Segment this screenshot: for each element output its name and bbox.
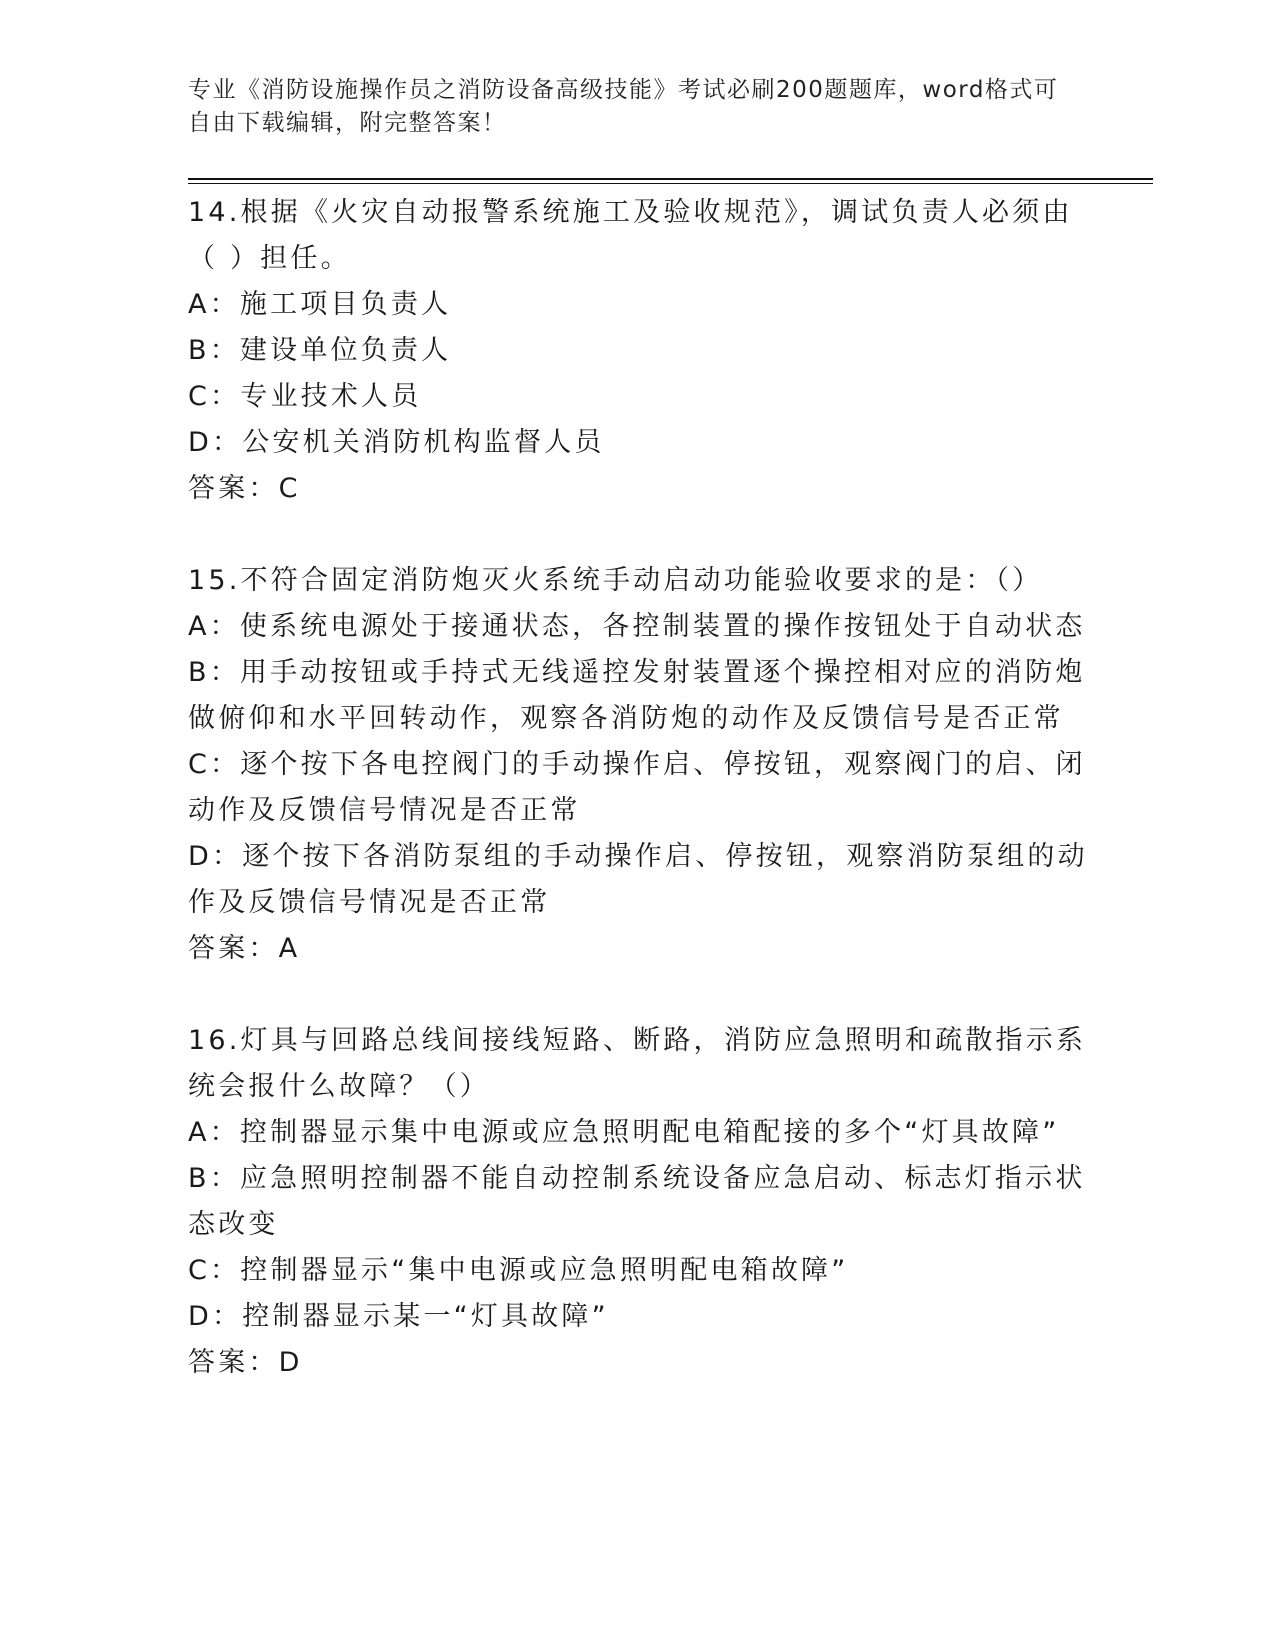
answer: 答案：A bbox=[188, 933, 301, 964]
option-a: A：施工项目负责人 bbox=[188, 289, 452, 320]
option-c: C：专业技术人员 bbox=[188, 381, 422, 412]
header-divider-thin bbox=[188, 183, 1153, 184]
question-text: 14.根据《火灾自动报警系统施工及验收规范》，调试负责人必须由（ ）担任。 bbox=[188, 197, 1073, 274]
question-15 bbox=[188, 558, 1088, 972]
option-d: D：逐个按下各消防泵组的手动操作启、停按钮，观察消防泵组的动作及反馈信号情况是否正常 bbox=[188, 841, 1088, 918]
header-line-1: 专业《消防设施操作员之消防设备高级技能》考试必刷200题题库，word格式可 bbox=[188, 77, 1059, 103]
option-d: D：控制器显示某一“灯具故障” bbox=[188, 1301, 609, 1332]
question-text: 16.灯具与回路总线间接线短路、断路，消防应急照明和疏散指示系统会报什么故障？（） bbox=[188, 1025, 1087, 1102]
option-a: A：控制器显示集中电源或应急照明配电箱配接的多个“灯具故障” bbox=[188, 1117, 1060, 1148]
question-14 bbox=[188, 190, 1088, 512]
option-d: D：公安机关消防机构监督人员 bbox=[188, 427, 605, 458]
header-line-2: 自由下载编辑，附完整答案！ bbox=[188, 110, 507, 136]
question-list bbox=[188, 190, 1088, 1432]
option-a: A：使系统电源处于接通状态，各控制装置的操作按钮处于自动状态 bbox=[188, 611, 1086, 642]
option-b: B：用手动按钮或手持式无线遥控发射装置逐个操控相对应的消防炮做俯仰和水平回转动作，观察各消防炮的动作及反馈信号是否正常 bbox=[188, 657, 1086, 734]
option-b: B：应急照明控制器不能自动控制系统设备应急启动、标志灯指示状态改变 bbox=[188, 1163, 1086, 1240]
answer: 答案：C bbox=[188, 473, 301, 504]
document-header bbox=[188, 74, 1068, 140]
question-16 bbox=[188, 1018, 1088, 1386]
header-divider-thick bbox=[188, 178, 1153, 180]
option-c: C：控制器显示“集中电源或应急照明配电箱故障” bbox=[188, 1255, 849, 1286]
answer: 答案：D bbox=[188, 1347, 303, 1378]
question-text: 15.不符合固定消防炮灭火系统手动启动功能验收要求的是：（） bbox=[188, 565, 1043, 596]
option-c: C：逐个按下各电控阀门的手动操作启、停按钮，观察阀门的启、闭动作及反馈信号情况是否正常 bbox=[188, 749, 1086, 826]
option-b: B：建设单位负责人 bbox=[188, 335, 452, 366]
